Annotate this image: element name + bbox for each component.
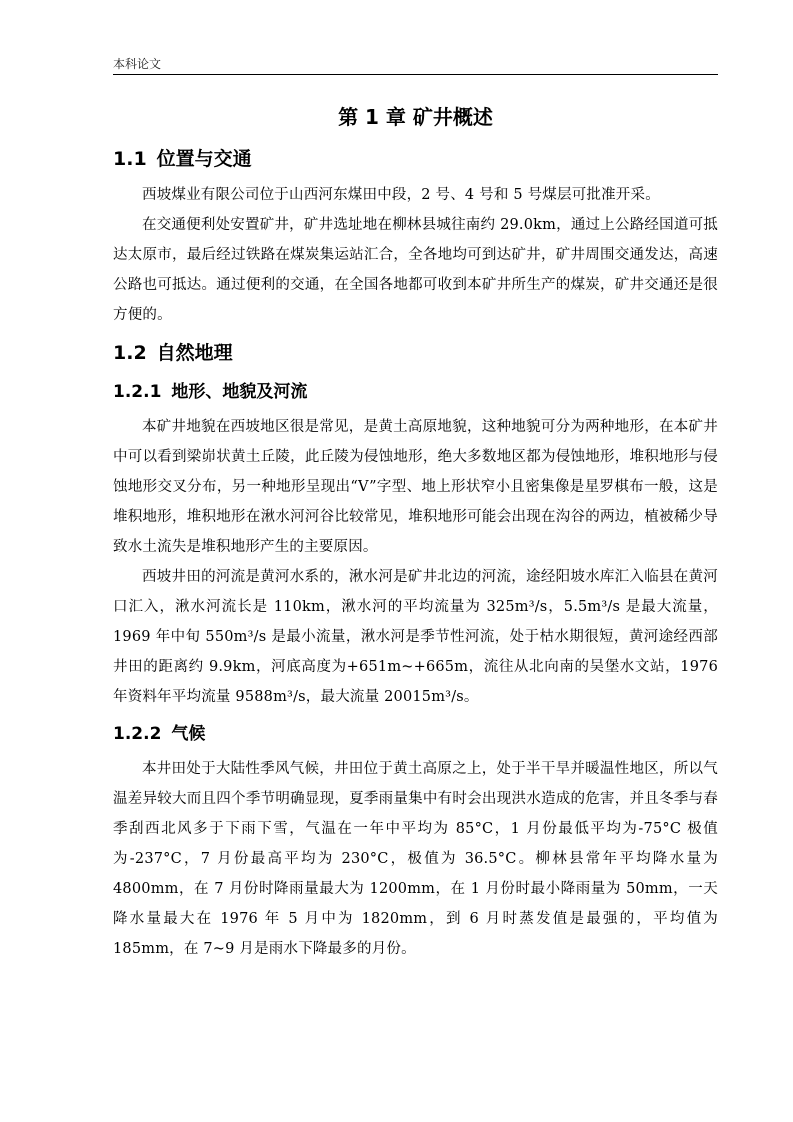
paragraph: 本井田处于大陆性季风气候，井田位于黄土高原之上，处于半干旱并暖温性地区，所以气温差异较大而且四个季节明确显现，夏季雨量集中有时会出现洪水造成的危害，并且冬季与春季刮西北风多于下雨下雪，气温在一年中平均为 85°C，1 月份最低平均为-75°C 极值为-237°C，7 月份最高平均为 230°C，极值为 36.5°C。柳林县常年平均降水量为 4800mm，在 7 月份时降雨量最大为 1200mm，在 1 月份时最小降雨量为 50mm，一天降水量最大在 1976 年 5 月中为 1820mm，到 6 月时蒸发值是最强的，平均值为 185mm，在 7~9 月是雨水下降最多的月份。 — [113, 761, 718, 957]
header-divider — [113, 74, 718, 75]
section-title: 位置与交通 — [156, 148, 252, 170]
page-content — [113, 98, 718, 964]
chapter-title: 第 1 章 矿井概述 — [338, 105, 493, 129]
subsection-heading-1-2-2 — [113, 718, 718, 750]
subsection-title: 气候 — [171, 724, 206, 744]
section-heading-1-1 — [113, 142, 718, 176]
paragraph: 在交通便利处安置矿井，矿井选址地在柳林县城往南约 29.0km，通过上公路经国道可抵达太原市，最后经过铁路在煤炭集运站汇合，全各地均可到达矿井，矿井周围交通发达，高速公路也可抵达。通过便利的交通，在全国各地都可收到本矿井所生产的煤炭，矿井交通还是很方便的。 — [113, 217, 718, 323]
section-heading-1-2 — [113, 336, 718, 370]
running-header: 本科论文 — [113, 57, 162, 71]
section-title: 自然地理 — [156, 342, 233, 364]
subsection-title: 地形、地貌及河流 — [171, 382, 308, 402]
subsection-heading-1-2-1 — [113, 376, 718, 408]
paragraph: 西坡井田的河流是黄河水系的，湫水河是矿井北边的河流，途经阳坡水库汇入临县在黄河口汇入，湫水河流长是 110km，湫水河的平均流量为 325m³/s，5.5m³/s 是最大流量，1969 年中旬 550m³/s 是最小流量，湫水河是季节性河流，处于枯水期很短，黄河途经西部井田的距离约 9.9km，河底高度为+651m~+665m，流往从北向南的吴堡水文站，1976 年资料年平均流量 9588m³/s，最大流量 20015m³/s。 — [113, 569, 718, 705]
section-number: 1.1 — [113, 148, 147, 170]
section-number: 1.2 — [113, 342, 147, 364]
paragraph: 本矿井地貌在西坡地区很是常见，是黄土高原地貌，这种地貌可分为两种地形，在本矿井中可以看到梁峁状黄土丘陵，此丘陵为侵蚀地形，绝大多数地区都为侵蚀地形，堆积地形与侵蚀地形交叉分布，另一种地形呈现出“V”字型、地上形状窄小且密集像是星罗棋布一般，这是堆积地形，堆积地形在湫水河河谷比较常见，堆积地形可能会出现在沟谷的两边，植被稀少导致水土流失是堆积地形产生的主要原因。 — [113, 419, 718, 555]
subsection-number: 1.2.1 — [113, 382, 162, 402]
subsection-number: 1.2.2 — [113, 724, 162, 744]
paragraph: 西坡煤业有限公司位于山西河东煤田中段，2 号、4 号和 5 号煤层可批准开采。 — [142, 187, 660, 203]
